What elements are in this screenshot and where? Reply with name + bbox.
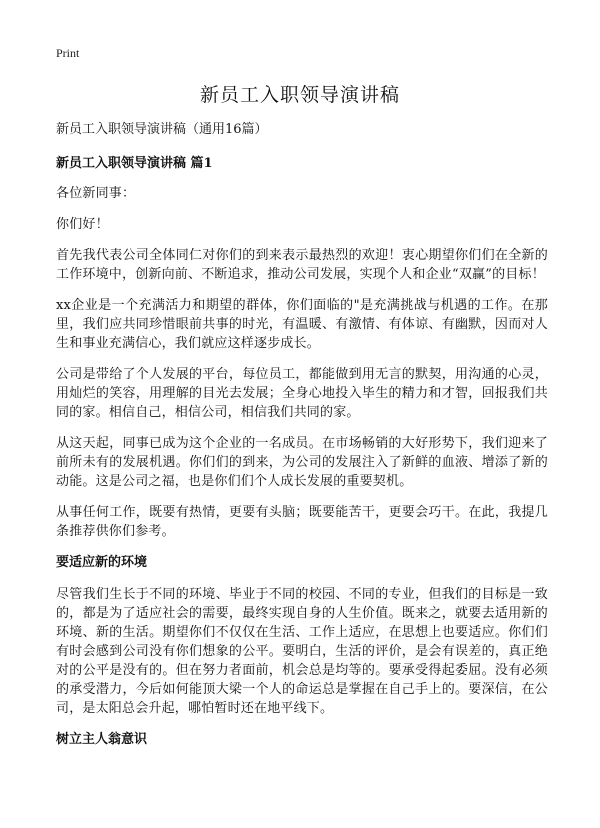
paragraph-advice: 从事任何工作，既要有热情，更要有头脑；既要能苦干，更要会巧干。在此，我提几条推荐供你们参考。 <box>56 505 548 539</box>
paragraph-member: 从这天起，同事已成为这个企业的一名成员。在市场畅销的大好形势下，我们迎来了前所未有的发展机遇。你们们的到来，为公司的发展注入了新鲜的血液、增添了新的动能。这是公司之福，也是你们们个人成长发展的重要契机。 <box>56 436 548 489</box>
hello-line: 你们好！ <box>56 217 109 232</box>
paragraph-adapt: 尽管我们生长于不同的环境、毕业于不同的校园、不同的专业，但我们的目标是一致的，都是为了适应社会的需要，最终实现自身的人生价值。既来之，就要去适用新的环境、新的生活。期望你们不仅仅在生活、工作上适应，在思想上也要适应。你们们有时会感到公司没有你们想象的公平。要明白，生活的评价，是会有误差的，真正绝对的公平是没有的。但在努力者面前，机会总是均等的。要承受得起委屈。没有必须的承受潜力，今后如何能顶大梁一个人的命运总是掌握在自己手上的。要深信，在公司，是太阳总会升起，哪怕暂时还在地平线下。 <box>56 587 548 716</box>
paragraph-welcome: 首先我代表公司全体同仁对你们的到来表示最热烈的欢迎！衷心期望你们们在全新的工作环境中，创新向前、不断追求，推动公司发展，实现个人和企业“双赢”的目标！ <box>56 248 548 282</box>
paragraph-platform: 公司是带给了个人发展的平台，每位员工，都能做到用无言的默契，用沟通的心灵，用灿烂的笑容，用理解的目光去发展；全身心地投入毕生的精力和才智，回报我们共同的家。相信自己，相信公司，相信我们共同的家。 <box>56 367 548 420</box>
paragraph-company: xx企业是一个充满活力和期望的群体，你们面临的"是充满挑战与机遇的工作。在那里，我们应共同珍惜眼前共事的时光，有温暖、有激情、有体谅、有幽默，因而对人生和事业充满信心，我们就应这样逐步成长。 <box>56 298 548 351</box>
document-title: 新员工入职领导演讲稿 <box>199 84 400 106</box>
section-heading: 新员工入职领导演讲稿 篇1 <box>56 156 213 171</box>
greeting-line: 各位新同事： <box>56 186 136 201</box>
heading-owner: 树立主人翁意识 <box>56 732 148 747</box>
document-body <box>56 120 548 762</box>
print-label: Print <box>56 46 80 60</box>
heading-adapt: 要适应新的环境 <box>56 555 148 570</box>
document-subtitle: 新员工入职领导演讲稿（通用16篇） <box>56 122 268 137</box>
